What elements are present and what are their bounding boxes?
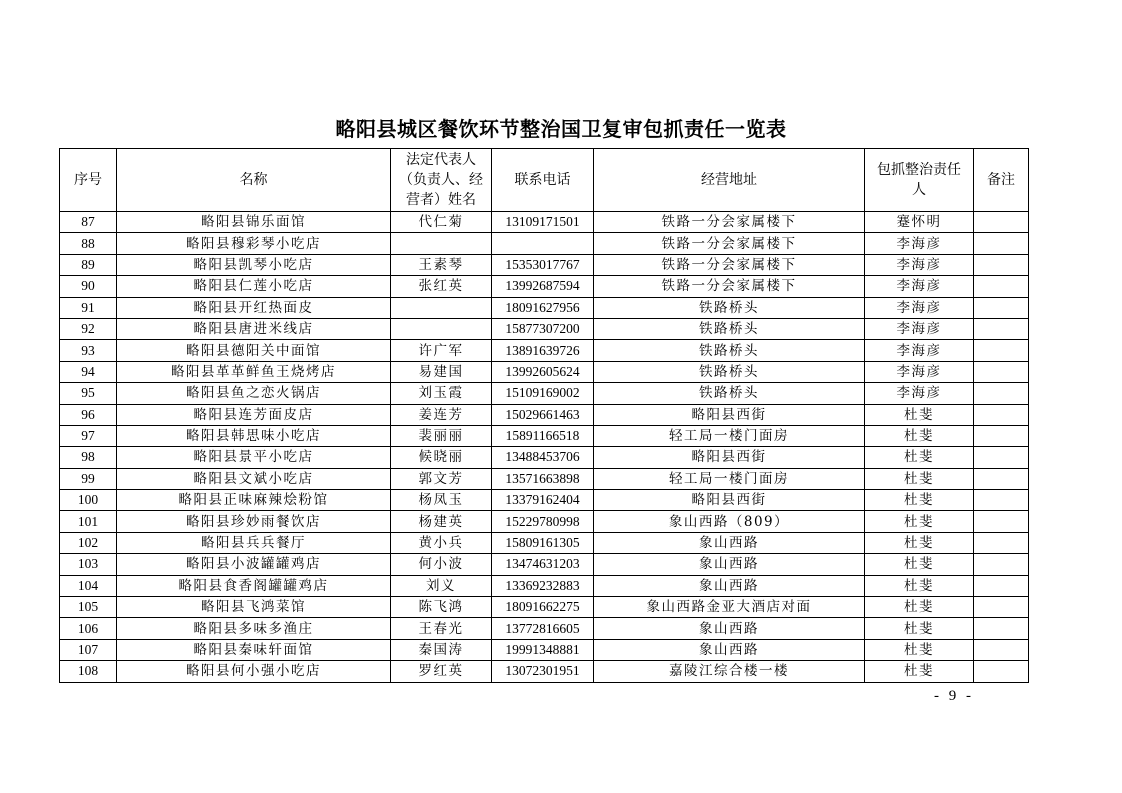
cell-responsible: 李海彦: [865, 361, 974, 382]
cell-remarks: [974, 361, 1029, 382]
cell-phone: 13072301951: [492, 661, 594, 682]
cell-phone: 15229780998: [492, 511, 594, 532]
cell-name: 略阳县鱼之恋火锅店: [117, 383, 391, 404]
cell-address: 铁路桥头: [594, 361, 865, 382]
cell-responsible: 杜斐: [865, 618, 974, 639]
cell-address: 铁路桥头: [594, 297, 865, 318]
cell-name: 略阳县多味多渔庄: [117, 618, 391, 639]
cell-remarks: [974, 404, 1029, 425]
cell-seq: 103: [60, 554, 117, 575]
header-seq: 序号: [60, 149, 117, 212]
table-row: [60, 661, 1029, 682]
cell-legal-rep: 郭文芳: [391, 468, 492, 489]
page-title: 略阳县城区餐饮环节整治国卫复审包抓责任一览表: [335, 117, 787, 141]
cell-remarks: [974, 318, 1029, 339]
cell-legal-rep: 代仁菊: [391, 212, 492, 233]
table-row: [60, 447, 1029, 468]
table-row: [60, 618, 1029, 639]
cell-name: 略阳县飞鸿菜馆: [117, 597, 391, 618]
cell-address: 象山西路（809）: [594, 511, 865, 532]
cell-remarks: [974, 511, 1029, 532]
cell-legal-rep: 裴丽丽: [391, 425, 492, 446]
cell-responsible: 李海彦: [865, 276, 974, 297]
cell-remarks: [974, 383, 1029, 404]
cell-responsible: 杜斐: [865, 490, 974, 511]
header-address: 经营地址: [594, 149, 865, 212]
cell-address: 铁路桥头: [594, 383, 865, 404]
table-row: [60, 425, 1029, 446]
table-body: [60, 212, 1029, 683]
header-name: 名称: [117, 149, 391, 212]
cell-name: 略阳县凯琴小吃店: [117, 254, 391, 275]
cell-address: 铁路桥头: [594, 318, 865, 339]
table-row: [60, 639, 1029, 660]
cell-name: 略阳县连芳面皮店: [117, 404, 391, 425]
cell-address: 象山西路: [594, 532, 865, 553]
cell-seq: 101: [60, 511, 117, 532]
cell-phone: 15109169002: [492, 383, 594, 404]
cell-responsible: 杜斐: [865, 639, 974, 660]
cell-address: 铁路一分会家属楼下: [594, 212, 865, 233]
cell-seq: 94: [60, 361, 117, 382]
cell-name: 略阳县何小强小吃店: [117, 661, 391, 682]
cell-seq: 88: [60, 233, 117, 254]
header-legal-rep: 法定代表人（负责人、经营者）姓名: [391, 149, 492, 212]
table-row: [60, 297, 1029, 318]
cell-address: 略阳县西街: [594, 490, 865, 511]
cell-address: 略阳县西街: [594, 404, 865, 425]
cell-responsible: 李海彦: [865, 297, 974, 318]
cell-phone: 13571663898: [492, 468, 594, 489]
cell-name: 略阳县德阳关中面馆: [117, 340, 391, 361]
table-row: [60, 554, 1029, 575]
cell-address: 略阳县西街: [594, 447, 865, 468]
cell-address: 象山西路: [594, 639, 865, 660]
cell-remarks: [974, 661, 1029, 682]
page-number: - 9 -: [934, 688, 974, 704]
cell-remarks: [974, 597, 1029, 618]
cell-address: 铁路桥头: [594, 340, 865, 361]
cell-legal-rep: 许广军: [391, 340, 492, 361]
cell-legal-rep: 王素琴: [391, 254, 492, 275]
cell-name: 略阳县穆彩琴小吃店: [117, 233, 391, 254]
cell-name: 略阳县唐进米线店: [117, 318, 391, 339]
cell-remarks: [974, 575, 1029, 596]
cell-legal-rep: [391, 233, 492, 254]
cell-legal-rep: [391, 297, 492, 318]
cell-seq: 91: [60, 297, 117, 318]
cell-remarks: [974, 233, 1029, 254]
cell-phone: 13474631203: [492, 554, 594, 575]
cell-responsible: 杜斐: [865, 661, 974, 682]
cell-remarks: [974, 212, 1029, 233]
cell-responsible: 李海彦: [865, 340, 974, 361]
cell-legal-rep: 何小波: [391, 554, 492, 575]
cell-name: 略阳县食香阁罐罐鸡店: [117, 575, 391, 596]
cell-name: 略阳县韩思味小吃店: [117, 425, 391, 446]
cell-legal-rep: 王春光: [391, 618, 492, 639]
cell-responsible: 杜斐: [865, 511, 974, 532]
table-row: [60, 468, 1029, 489]
cell-phone: 15891166518: [492, 425, 594, 446]
cell-phone: 13992687594: [492, 276, 594, 297]
cell-remarks: [974, 297, 1029, 318]
table-header-row: [60, 149, 1029, 212]
cell-phone: 13772816605: [492, 618, 594, 639]
cell-seq: 98: [60, 447, 117, 468]
cell-remarks: [974, 447, 1029, 468]
table-row: [60, 404, 1029, 425]
cell-phone: 15809161305: [492, 532, 594, 553]
cell-address: 轻工局一楼门面房: [594, 468, 865, 489]
cell-responsible: 杜斐: [865, 404, 974, 425]
cell-responsible: 杜斐: [865, 597, 974, 618]
cell-address: 象山西路: [594, 554, 865, 575]
cell-legal-rep: 易建国: [391, 361, 492, 382]
cell-name: 略阳县革革鲜鱼王烧烤店: [117, 361, 391, 382]
cell-name: 略阳县小波罐罐鸡店: [117, 554, 391, 575]
cell-legal-rep: 杨建英: [391, 511, 492, 532]
cell-phone: 19991348881: [492, 639, 594, 660]
cell-seq: 108: [60, 661, 117, 682]
cell-legal-rep: 罗红英: [391, 661, 492, 682]
cell-remarks: [974, 276, 1029, 297]
cell-seq: 93: [60, 340, 117, 361]
cell-remarks: [974, 532, 1029, 553]
cell-responsible: 杜斐: [865, 575, 974, 596]
cell-name: 略阳县锦乐面馆: [117, 212, 391, 233]
cell-name: 略阳县仁莲小吃店: [117, 276, 391, 297]
table-row: [60, 597, 1029, 618]
table-row: [60, 254, 1029, 275]
cell-responsible: 李海彦: [865, 318, 974, 339]
cell-remarks: [974, 468, 1029, 489]
table-row: [60, 383, 1029, 404]
cell-remarks: [974, 554, 1029, 575]
cell-address: 嘉陵江综合楼一楼: [594, 661, 865, 682]
table-row: [60, 276, 1029, 297]
cell-remarks: [974, 340, 1029, 361]
header-remarks: 备注: [974, 149, 1029, 212]
cell-legal-rep: 刘义: [391, 575, 492, 596]
cell-legal-rep: 陈飞鸿: [391, 597, 492, 618]
table-row: [60, 212, 1029, 233]
cell-seq: 89: [60, 254, 117, 275]
cell-phone: 13488453706: [492, 447, 594, 468]
cell-legal-rep: 姜连芳: [391, 404, 492, 425]
cell-seq: 104: [60, 575, 117, 596]
cell-phone: 15353017767: [492, 254, 594, 275]
cell-responsible: 杜斐: [865, 447, 974, 468]
cell-legal-rep: 秦国涛: [391, 639, 492, 660]
table-row: [60, 340, 1029, 361]
table-row: [60, 575, 1029, 596]
cell-responsible: 李海彦: [865, 254, 974, 275]
cell-legal-rep: 候晓丽: [391, 447, 492, 468]
cell-legal-rep: 张红英: [391, 276, 492, 297]
cell-address: 铁路一分会家属楼下: [594, 233, 865, 254]
cell-phone: 13891639726: [492, 340, 594, 361]
cell-seq: 102: [60, 532, 117, 553]
table-row: [60, 511, 1029, 532]
table-row: [60, 318, 1029, 339]
cell-responsible: 蹇怀明: [865, 212, 974, 233]
cell-phone: 13379162404: [492, 490, 594, 511]
table-row: [60, 233, 1029, 254]
cell-phone: 15029661463: [492, 404, 594, 425]
cell-remarks: [974, 639, 1029, 660]
cell-name: 略阳县秦味轩面馆: [117, 639, 391, 660]
cell-remarks: [974, 618, 1029, 639]
responsibility-table: [59, 148, 1029, 683]
cell-responsible: 李海彦: [865, 233, 974, 254]
cell-address: 象山西路: [594, 575, 865, 596]
cell-responsible: 杜斐: [865, 425, 974, 446]
cell-responsible: 李海彦: [865, 383, 974, 404]
cell-address: 轻工局一楼门面房: [594, 425, 865, 446]
cell-seq: 96: [60, 404, 117, 425]
cell-responsible: 杜斐: [865, 468, 974, 489]
cell-responsible: 杜斐: [865, 554, 974, 575]
cell-phone: 18091662275: [492, 597, 594, 618]
cell-phone: 13992605624: [492, 361, 594, 382]
cell-seq: 97: [60, 425, 117, 446]
cell-name: 略阳县正味麻辣烩粉馆: [117, 490, 391, 511]
cell-seq: 105: [60, 597, 117, 618]
cell-address: 象山西路金亚大酒店对面: [594, 597, 865, 618]
cell-phone: 18091627956: [492, 297, 594, 318]
cell-phone: 15877307200: [492, 318, 594, 339]
cell-name: 略阳县珍妙雨餐饮店: [117, 511, 391, 532]
cell-name: 略阳县文斌小吃店: [117, 468, 391, 489]
table-row: [60, 490, 1029, 511]
header-responsible: 包抓整治责任人: [865, 149, 974, 212]
cell-seq: 100: [60, 490, 117, 511]
header-phone: 联系电话: [492, 149, 594, 212]
cell-seq: 107: [60, 639, 117, 660]
cell-name: 略阳县兵兵餐厅: [117, 532, 391, 553]
cell-seq: 99: [60, 468, 117, 489]
cell-remarks: [974, 254, 1029, 275]
cell-legal-rep: 黄小兵: [391, 532, 492, 553]
table-row: [60, 361, 1029, 382]
cell-legal-rep: [391, 318, 492, 339]
cell-seq: 92: [60, 318, 117, 339]
cell-name: 略阳县开红热面皮: [117, 297, 391, 318]
cell-address: 象山西路: [594, 618, 865, 639]
cell-address: 铁路一分会家属楼下: [594, 254, 865, 275]
cell-address: 铁路一分会家属楼下: [594, 276, 865, 297]
cell-name: 略阳县景平小吃店: [117, 447, 391, 468]
cell-seq: 95: [60, 383, 117, 404]
cell-responsible: 杜斐: [865, 532, 974, 553]
cell-seq: 90: [60, 276, 117, 297]
table-row: [60, 532, 1029, 553]
cell-seq: 106: [60, 618, 117, 639]
cell-legal-rep: 杨凤玉: [391, 490, 492, 511]
cell-seq: 87: [60, 212, 117, 233]
cell-remarks: [974, 490, 1029, 511]
cell-legal-rep: 刘玉霞: [391, 383, 492, 404]
cell-phone: 13369232883: [492, 575, 594, 596]
cell-remarks: [974, 425, 1029, 446]
cell-phone: [492, 233, 594, 254]
cell-phone: 13109171501: [492, 212, 594, 233]
